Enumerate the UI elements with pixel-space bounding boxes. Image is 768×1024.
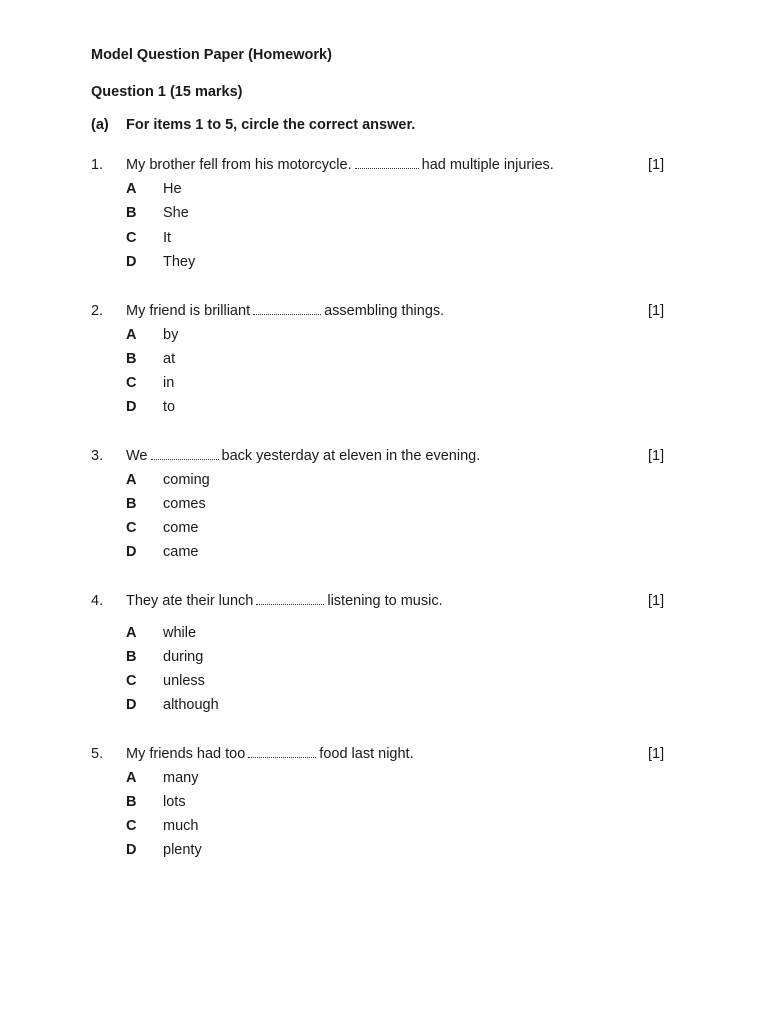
answer-blank — [355, 158, 419, 169]
option-text[interactable]: plenty — [163, 842, 202, 858]
stem-before: My friend is brilliant — [126, 303, 251, 319]
option-letter: D — [126, 399, 137, 415]
option-letter: C — [126, 230, 137, 246]
item-number: 1. — [91, 157, 104, 173]
option-text[interactable]: lots — [163, 794, 186, 810]
item-stem — [126, 593, 443, 609]
item-number: 2. — [91, 303, 104, 319]
option-text[interactable]: It — [163, 230, 172, 246]
item-marks: [1] — [648, 303, 665, 319]
option-text[interactable]: comes — [163, 496, 206, 512]
option-letter: A — [126, 181, 137, 197]
item-number: 5. — [91, 746, 104, 762]
part-label: (a) — [91, 117, 109, 133]
option-letter: C — [126, 375, 137, 391]
answer-blank — [256, 594, 324, 605]
item-marks: [1] — [648, 746, 665, 762]
item-marks: [1] — [648, 448, 665, 464]
option-letter: A — [126, 625, 137, 641]
option-text[interactable]: came — [163, 544, 199, 560]
option-letter: D — [126, 842, 137, 858]
option-letter: A — [126, 327, 137, 343]
stem-before: We — [126, 448, 148, 464]
option-letter: B — [126, 496, 137, 512]
item-stem — [126, 303, 444, 319]
stem-after: listening to music. — [327, 593, 443, 609]
answer-blank — [248, 747, 316, 758]
stem-after: food last night. — [319, 746, 414, 762]
option-letter: D — [126, 697, 137, 713]
paper-title: Model Question Paper (Homework) — [91, 47, 332, 63]
option-letter: B — [126, 794, 137, 810]
stem-after: assembling things. — [324, 303, 445, 319]
option-text[interactable]: She — [163, 205, 189, 221]
option-letter: C — [126, 673, 137, 689]
option-letter: D — [126, 544, 137, 560]
option-text[interactable]: come — [163, 520, 199, 536]
instruction: For items 1 to 5, circle the correct answer. — [126, 117, 416, 133]
option-letter: B — [126, 649, 137, 665]
answer-blank — [253, 304, 321, 315]
option-letter: A — [126, 770, 137, 786]
option-text[interactable]: He — [163, 181, 182, 197]
item-stem — [126, 746, 414, 762]
option-letter: B — [126, 351, 137, 367]
option-text[interactable]: to — [163, 399, 176, 415]
item-number: 4. — [91, 593, 104, 609]
option-text[interactable]: many — [163, 770, 199, 786]
answer-blank — [151, 449, 219, 460]
option-text[interactable]: during — [163, 649, 204, 665]
option-text[interactable]: although — [163, 697, 219, 713]
stem-after: had multiple injuries. — [421, 157, 554, 173]
stem-before: My brother fell from his motorcycle. — [126, 157, 352, 173]
question-heading: Question 1 (15 marks) — [91, 84, 243, 100]
option-text[interactable]: while — [163, 625, 197, 641]
stem-after: back yesterday at eleven in the evening. — [221, 448, 481, 464]
stem-before: My friends had too — [126, 746, 246, 762]
stem-before: They ate their lunch — [126, 593, 254, 609]
item-stem — [126, 448, 480, 464]
item-marks: [1] — [648, 593, 665, 609]
item-marks: [1] — [648, 157, 665, 173]
option-text[interactable]: unless — [163, 673, 205, 689]
option-text[interactable]: much — [163, 818, 199, 834]
option-letter: C — [126, 818, 137, 834]
option-text[interactable]: in — [163, 375, 175, 391]
option-text[interactable]: coming — [163, 472, 210, 488]
option-letter: C — [126, 520, 137, 536]
option-text[interactable]: They — [163, 254, 196, 270]
option-text[interactable]: at — [163, 351, 176, 367]
item-number: 3. — [91, 448, 104, 464]
option-text[interactable]: by — [163, 327, 179, 343]
item-stem — [126, 157, 554, 173]
option-letter: B — [126, 205, 137, 221]
option-letter: D — [126, 254, 137, 270]
option-letter: A — [126, 472, 137, 488]
